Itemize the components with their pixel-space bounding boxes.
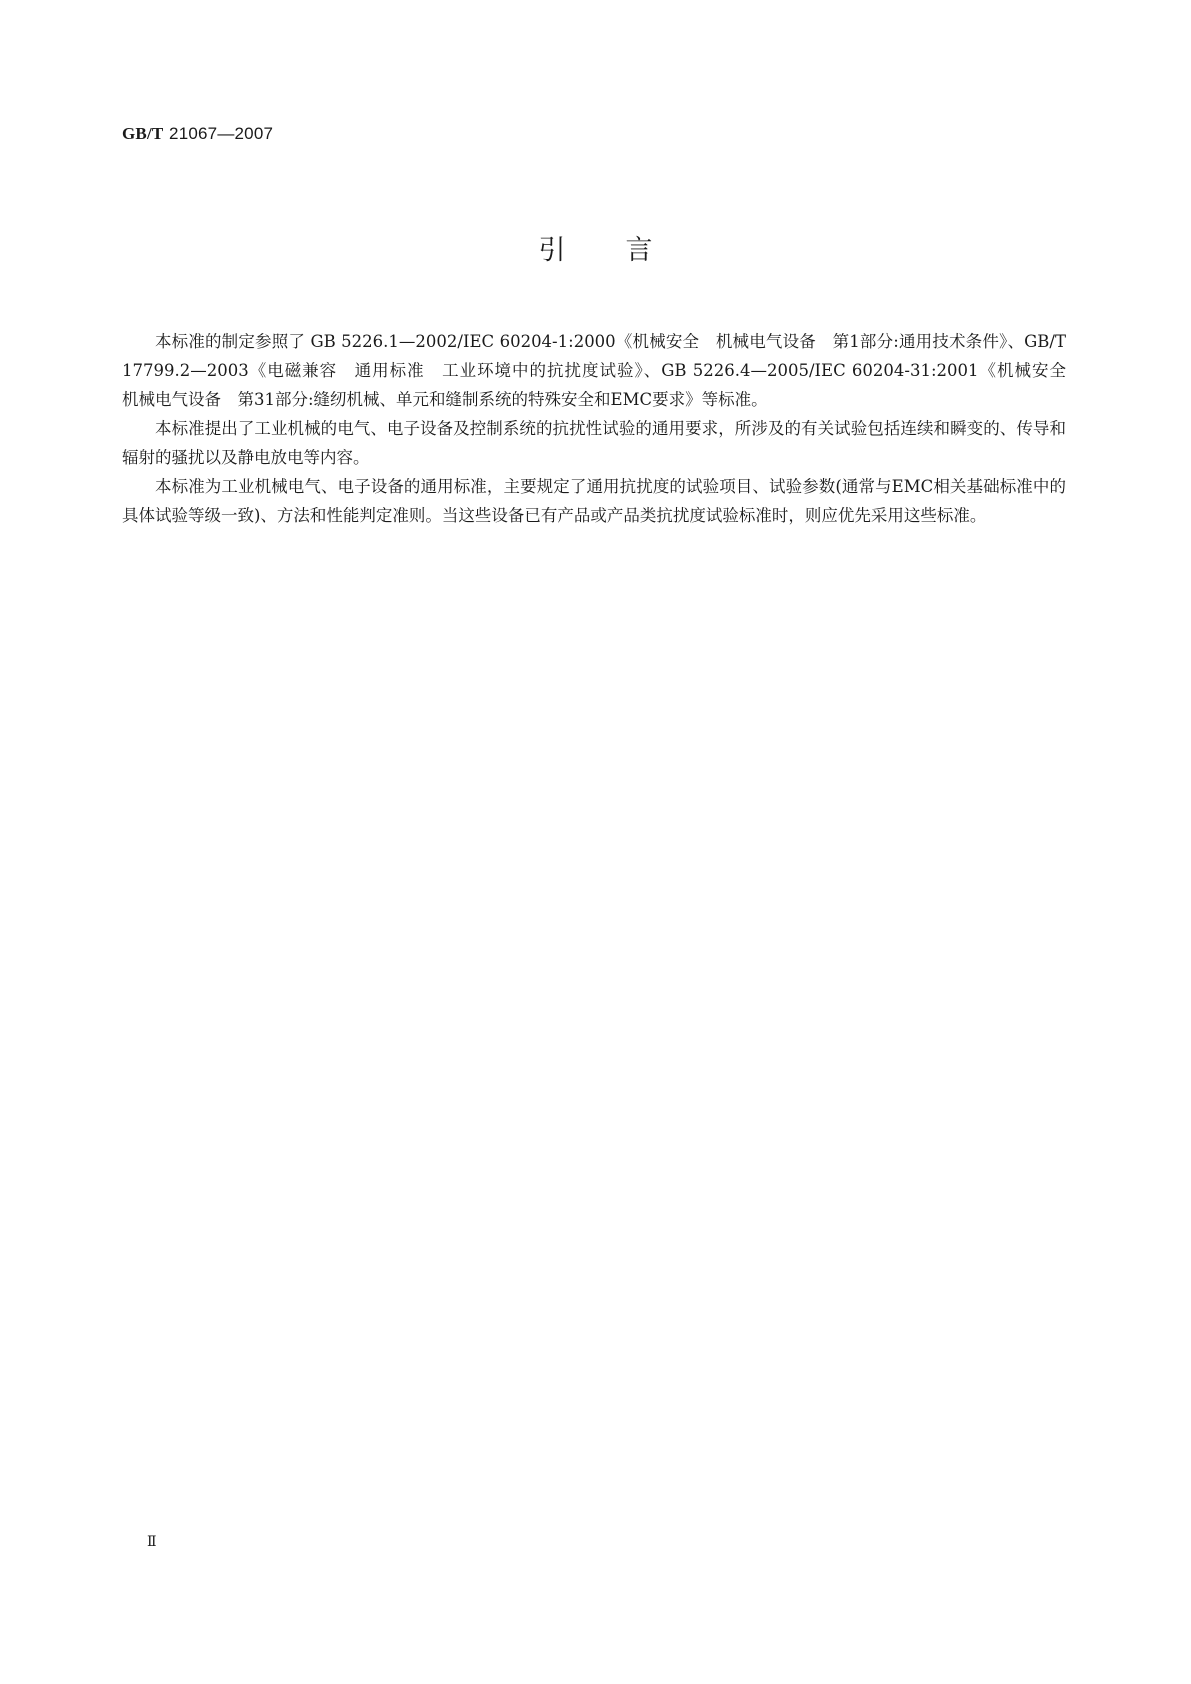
paragraph: 本标准的制定参照了 GB 5226.1—2002/IEC 60204-1:2000《机械安全 机械电气设备 第1部分:通用技术条件》、GB/T 17799.2—2003《电磁兼容 通用标准 工业环境中的抗扰度试验》、GB 5226.4—2005/IEC 60204-31:2001《机械安全 机械电气设备 第31部分:缝纫机械、单元和缝制系统的特殊安全和EMC要求》等标准。 — [122, 332, 1083, 409]
introduction-body — [122, 327, 1083, 530]
page-number: Ⅱ — [147, 1535, 157, 1550]
standard-code — [122, 124, 273, 144]
paragraph: 本标准提出了工业机械的电气、电子设备及控制系统的抗扰性试验的通用要求，所涉及的有关试验包括连续和瞬变的、传导和辐射的骚扰以及静电放电等内容。 — [122, 419, 1066, 467]
page-title: 引言 — [538, 235, 713, 266]
paragraph: 本标准为工业机械电气、电子设备的通用标准，主要规定了通用抗扰度的试验项目、试验参数(通常与EMC相关基础标准中的具体试验等级一致)、方法和性能判定准则。当这些设备已有产品或产品类抗扰度试验标准时，则应优先采用这些标准。 — [122, 477, 1066, 525]
standard-prefix: GB/T — [122, 124, 164, 143]
standard-number: 21067—2007 — [169, 124, 274, 143]
